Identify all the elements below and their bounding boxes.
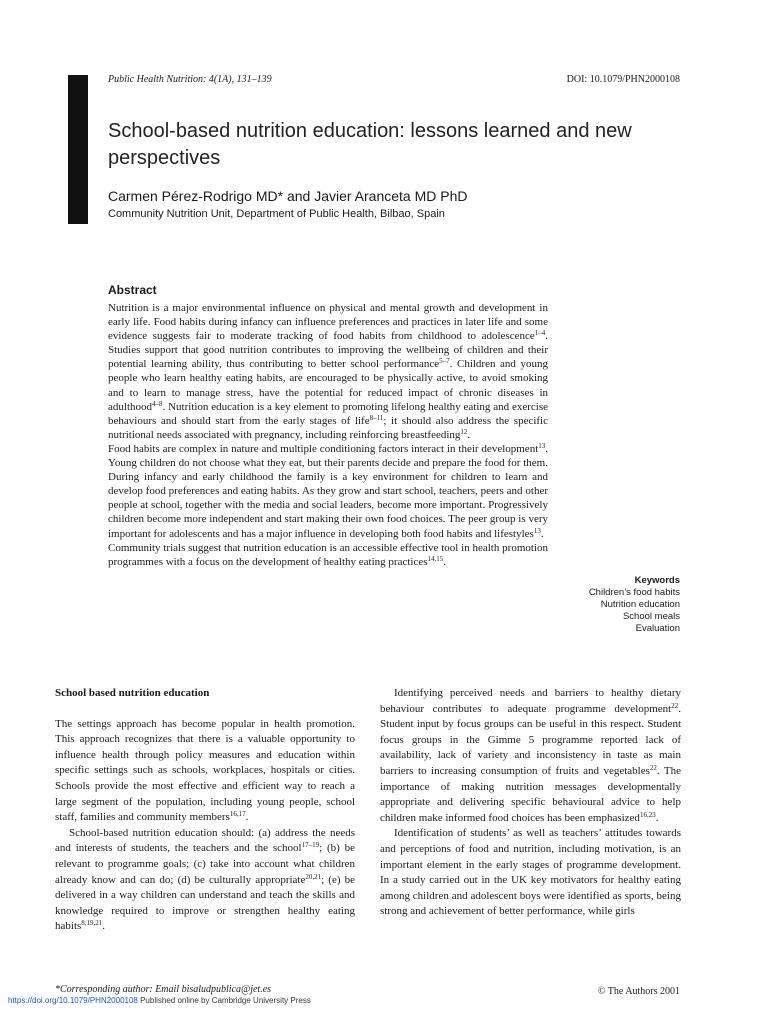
keyword-item: Children’s food habits [588,587,680,598]
keyword-item: Evaluation [635,623,680,634]
author-affiliation: Community Nutrition Unit, Department of Public Health, Bilbao, Spain [108,208,445,220]
abstract-paragraph: Community trials suggest that nutrition education is an accessible effective tool in health promotion programmes with a focus on the development of healthy eating practices$^{14,15}$. [108,541,548,568]
body-paragraph: Identification of students’ as well as teachers’ attitudes towards and perceptions of food and nutrition, including motivation, is an important element in the early stages of programme development. In a study carried out in the UK key motivators for healthy eating among children and adolescent boys were identified as sports, being strong and achievement of better performance, while girls [380,827,681,918]
body-paragraph: School-based nutrition education should: (a) address the needs and interests of students, the teachers and the school$^{17-19}$; (b) be relevant to programme goals; (c) take into account what children already know and can do; (d) be culturally appropriate$^{20,21}$; (e) be delivered in a way children can understand and teach the skills and knowledge required to improve or strengthen healthy eating habits$^{8,19,21}$. [55,826,355,933]
published-online-line: https://doi.org/10.1079/PHN2000108 Published online by Cambridge University Press [8,996,311,1005]
abstract-body [108,301,548,569]
keyword-item: School meals [622,611,680,622]
abstract-paragraph: Food habits are complex in nature and multiple conditioning factors interact in their development$^{13}$. Young children do not choose what they eat, but their parents decide and prepare the food for them. During infancy and early childhood the family is a key environment for children to learn and develop food preferences and eating habits. As they grow and start school, teachers, peers and other people at school, together with the media and social leaders, become more important. Progressively children become more independent and start making their own food choices. The peer group is very important for adolescents and has a major influence in developing both food habits and lifestyles$^{13}$. [108,441,548,540]
header-doi: DOI: 10.1079/PHN2000108 [566,74,680,85]
abstract-heading: Abstract [108,283,157,297]
copyright: © The Authors 2001 [597,986,680,997]
article-authors: Carmen Pérez-Rodrigo MD* and Javier Aranceta MD PhD [108,188,468,204]
body-paragraph: The settings approach has become popular in health promotion. This approach recognizes that there is a valuable opportunity to influence health through policy measures and education within specific settings such as schools, workplaces, hospitals or cities. Schools provide the most effective and efficient way to reach a large segment of the population, including young people, school staff, families and community members$^{16,17}$. [55,717,355,824]
keywords-heading: Keywords [634,575,680,586]
corresponding-author-note: *Corresponding author: Email bisaludpublica@jet.es [55,984,272,995]
doi-link[interactable]: https://doi.org/10.1079/PHN2000108 [8,996,138,1005]
body-column-right [380,686,681,920]
section-heading: School based nutrition education [55,687,210,699]
keywords-box [540,575,680,635]
journal-citation: Public Health Nutrition: 4(1A), 131–139 [108,74,272,85]
body-paragraph: Identifying perceived needs and barriers to healthy dietary behaviour contributes to adequate programme development$^{22}$. Student input by focus groups can be useful in this respect. Student focus groups in the Gimme 5 programme reported lack of availability, lack of variety and inconsistency in taste as main barriers to increasing consumption of fruits and vegetables$^{22}$. The importance of making nutrition messages developmentally appropriate and delivering specific behavioural advice to help children make informed food choices has been emphasized$^{16,23}$. [380,687,681,824]
keyword-item: Nutrition education [600,599,680,610]
abstract-paragraph: Nutrition is a major environmental influence on physical and mental growth and development in early life. Food habits during infancy can influence preferences and practices in later life and some evidence suggests fair to moderate tracking of food habits from childhood to adolescence$^{1-4}$. Studies support that good nutrition contributes to improving the wellbeing of children and their potential learning ability, thus contributing to better school performance$^{5-7}$. Children and young people who learn healthy eating habits, are encouraged to be physically active, to avoid smoking and to learn to manage stress, have the potential for reduced impact of chronic diseases in adulthood$^{4-8}$. Nutrition education is a key element to promoting lifelong healthy eating and exercise behaviours and should start from the early stages of life$^{8-11}$; it should also address the specific nutritional needs associated with pregnancy, including reinforcing breastfeeding$^{12}$. [108,302,548,441]
article-title: School-based nutrition education: lessons learned and new perspectives [108,120,632,169]
margin-bar [68,75,88,224]
body-column-left [55,686,355,935]
